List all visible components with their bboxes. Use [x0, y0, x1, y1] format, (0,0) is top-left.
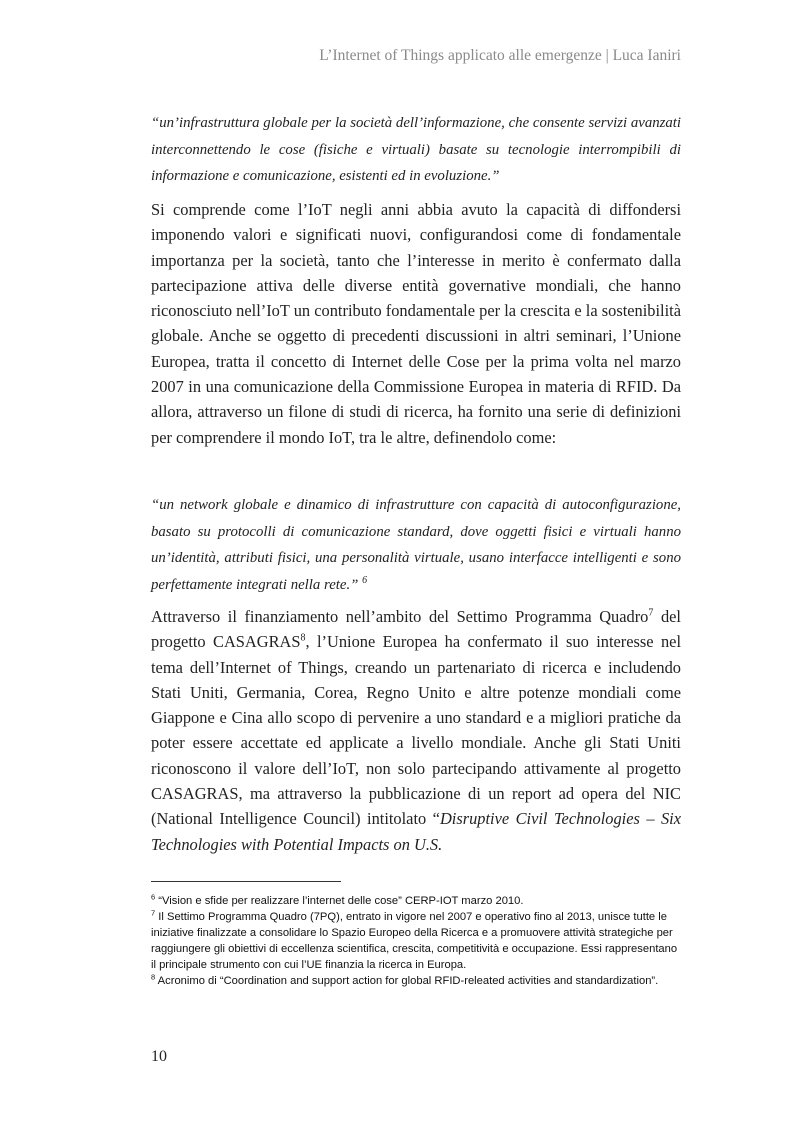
body-paragraph-2 [151, 604, 681, 857]
paragraph-2-part-3: , l’Unione Europea ha confermato il suo interesse nel tema dell’Internet of Things, creando un partenariato di ricerca e includendo Stati Uniti, Germania, Corea, Regno Unito e altre potenze mondiali come Giappone e Cina allo scopo di pervenire a uno standard e a migliori pratiche da poter essere accettate ed applicate a livello mondiale. Anche gli Stati Uniti riconoscono il valore dell’IoT, non solo partecipando attivamente al progetto CASAGRAS, ma attraverso la pubblicazione di un report ad opera del NIC (National Intelligence Council) intitolato “ [151, 632, 681, 829]
footnote-number: 7 [151, 908, 156, 918]
footnote-ref-6: 6 [362, 574, 368, 586]
footnote-8 [151, 973, 681, 989]
footnote-text: “Vision e sfide per realizzare l’internet delle cose” CERP-IOT marzo 2010. [155, 895, 524, 907]
quote-block-2 [151, 492, 681, 598]
footnote-ref-7: 7 [648, 607, 654, 619]
paragraph-text-1: Si comprende come l’IoT negli anni abbia avuto la capacità di diffondersi imponendo valori e significati nuovi, configurandosi come di fondamentale importanza per la società, tanto che l’interesse in merito è confermato dalla partecipazione attiva delle diverse entità governative mondiali, che hanno riconosciuto nell’IoT un contributo fondamentale per la crescita e la sostenibilità globale. Anche se oggetto di precedenti discussioni in altri seminari, l’Unione Europea, tratta il concetto di Internet delle Cose per la prima volta nel marzo 2007 in una comunicazione della Commissione Europea in materia di RFID. Da allora, attraverso un filone di studi di ricerca, ha fornito una serie di definizioni per comprendere il mondo IoT, tra le altre, definendolo come: [151, 200, 681, 447]
footnote-separator [151, 881, 341, 882]
paragraph-2-part-2: del progetto CASAGRAS [151, 607, 681, 652]
footnote-number: 8 [151, 972, 156, 982]
paragraph-2-part-1: Attraverso il finanziamento nell’ambito del Settimo Programma Quadro [151, 607, 649, 626]
footnote-ref-8: 8 [300, 632, 306, 644]
quote-paragraph-2 [151, 492, 681, 598]
quote-text-2: “un network globale e dinamico di infrastrutture con capacità di autoconfigurazione, basato su protocolli di comunicazione standard, dove oggetti fisici e virtuali hanno un’identità, attributi fisici, una personalità virtuale, usano interfacce intelligenti e sono perfettamente integrati nella rete.” [151, 497, 681, 593]
paragraph-text-2 [151, 604, 681, 857]
footnote-text: Il Settimo Programma Quadro (7PQ), entrato in vigore nel 2007 e operativo fino al 2013, unisce tutte le iniziative finalizzate a consolidare lo Spazio Europeo della Ricerca e a promuovere attività strategiche per raggiungere gli obiettivi di eccellenza scientifica, crescita, competitività e occupazione. Essi rappresentano il principale strumento con cui l’UE finanzia la ricerca in Europa. [151, 911, 678, 971]
body-paragraph-1 [151, 197, 681, 450]
footnote-text: Acronimo di “Coordination and support action for global RFID-releated activities and standardization”. [155, 975, 659, 987]
quote-block-1 [151, 110, 681, 190]
footnotes [151, 893, 681, 989]
footnote-6 [151, 893, 681, 909]
footnote-7 [151, 909, 681, 973]
quote-text-1: “un’infrastruttura globale per la società dell’informazione, che consente servizi avanzati interconnettendo le cose (fisiche e virtuali) basate su tecnologie interrompibili di informazione e comunicazione, esistenti ed in evoluzione.” [151, 115, 681, 184]
page-number: 10 [151, 1048, 167, 1065]
running-header: L’Internet of Things applicato alle emergenze | Luca Ianiri [319, 47, 681, 64]
footnote-number: 6 [151, 892, 156, 902]
report-title: Disruptive Civil Technologies – Six Technologies with Potential Impacts on U.S. [151, 809, 682, 854]
